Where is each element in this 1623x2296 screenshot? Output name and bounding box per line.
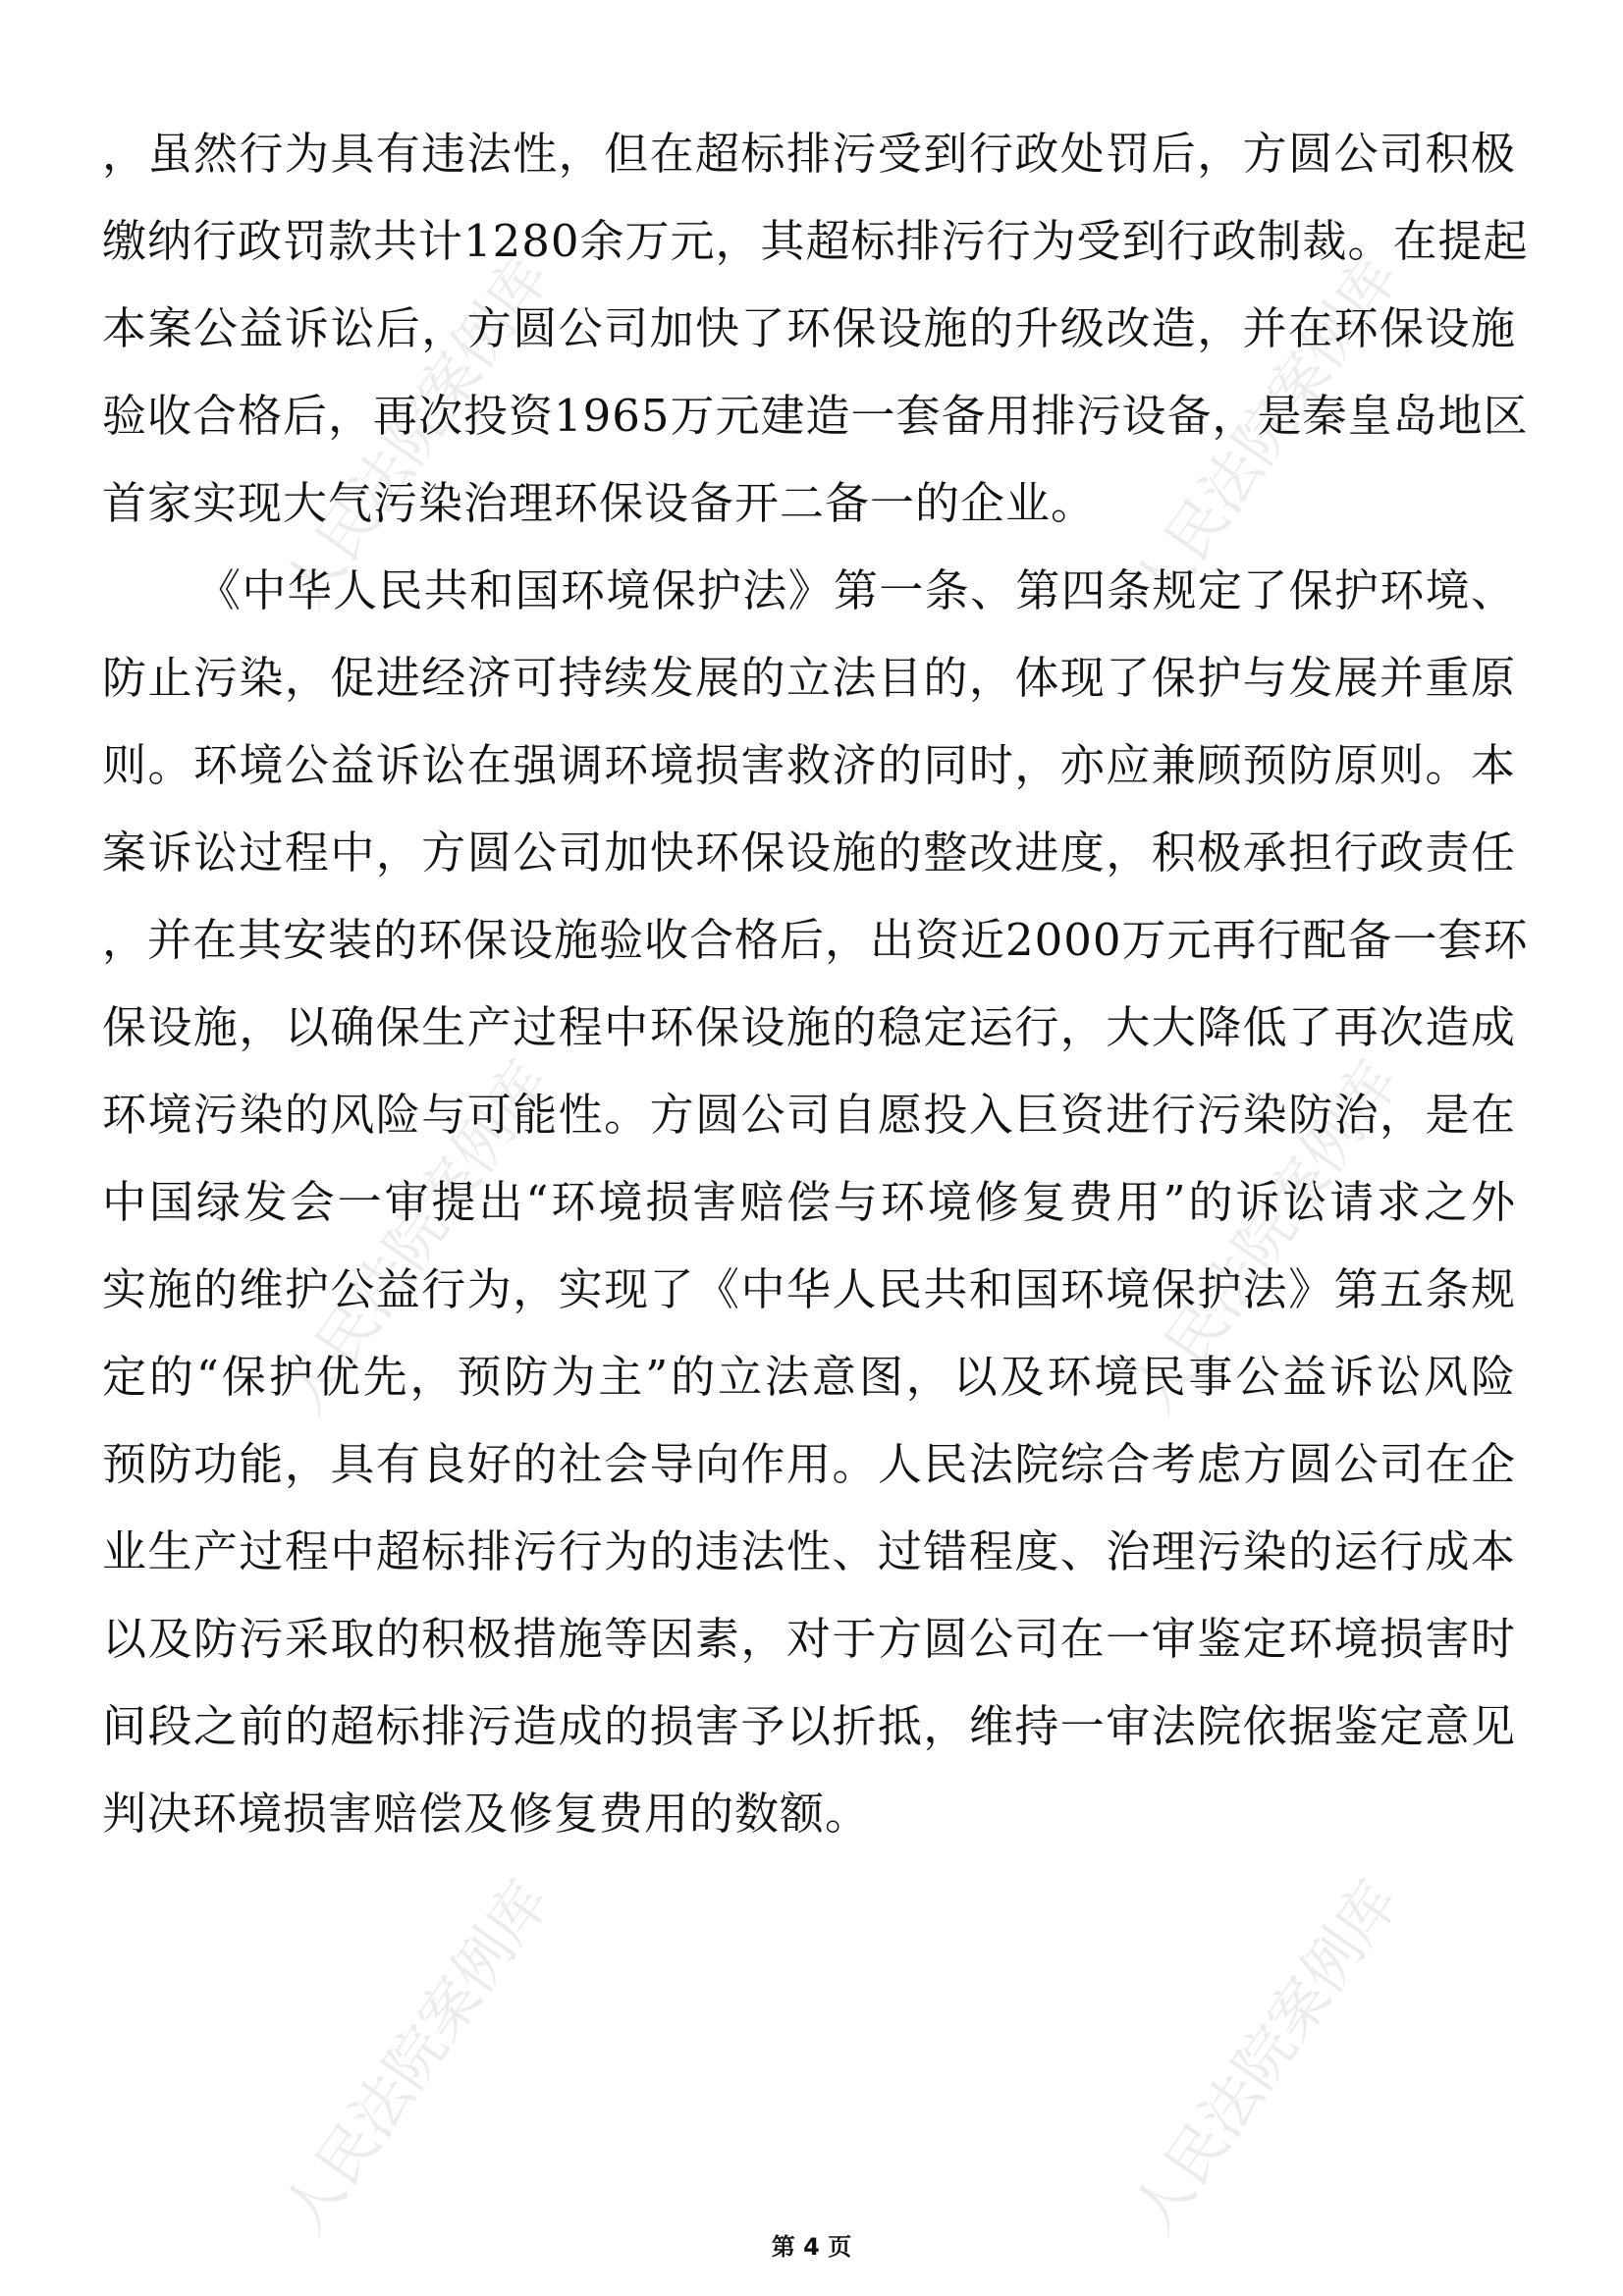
watermark: 人民法院案例库: [269, 1868, 564, 2246]
text-line: 以及防污采取的积极措施等因素，对于方圆公司在一审鉴定环境损害时: [102, 1613, 1516, 1665]
text-line: ，并在其安装的环保设施验收合格后，出资近2000万元再行配备一套环: [102, 914, 1529, 966]
page-number: 第 4 页: [771, 2233, 852, 2261]
watermark: 人民法院案例库: [269, 1048, 564, 1426]
text-line: 首家实现大气污染治理环保设备开二备一的企业。: [102, 477, 1097, 529]
watermark: 人民法院案例库: [1118, 243, 1413, 621]
text-line: ，虽然行为具有违法性，但在超标排污受到行政处罚后，方圆公司积极: [102, 128, 1516, 180]
text-line: 防止污染，促进经济可持续发展的立法目的，体现了保护与发展并重原: [102, 652, 1516, 704]
body-text: [102, 110, 1529, 1857]
text-line: 定的“保护优先，预防为主”的立法意图，以及环境民事公益诉讼风险: [102, 1351, 1516, 1403]
text-line: 实施的维护公益行为，实现了《中华人民共和国环境保护法》第五条规: [102, 1263, 1516, 1315]
text-line: 保设施，以确保生产过程中环保设施的稳定运行，大大降低了再次造成: [102, 1001, 1516, 1053]
text-line: 间段之前的超标排污造成的损害予以折抵，维持一审法院依据鉴定意见: [102, 1700, 1516, 1752]
text-line: 案诉讼过程中，方圆公司加快环保设施的整改进度，积极承担行政责任: [102, 827, 1516, 879]
paragraph-start-line: 《中华人民共和国环境保护法》第一条、第四条规定了保护环境、: [196, 564, 1516, 616]
text-line: 环境污染的风险与可能性。方圆公司自愿投入巨资进行污染防治，是在: [102, 1089, 1516, 1141]
watermark: 人民法院案例库: [1118, 1868, 1413, 2246]
text-line: 则。环境公益诉讼在强调环境损害救济的同时，亦应兼顾预防原则。本: [102, 739, 1516, 791]
watermark: 人民法院案例库: [1118, 1048, 1413, 1426]
text-line: 中国绿发会一审提出“环境损害赔偿与环境修复费用”的诉讼请求之外: [102, 1176, 1516, 1228]
text-line: 缴纳行政罚款共计1280余万元，其超标排污行为受到行政制裁。在提起: [102, 215, 1529, 267]
text-line: 预防功能，具有良好的社会导向作用。人民法院综合考虑方圆公司在企: [102, 1438, 1516, 1490]
text-line: 验收合格后，再次投资1965万元建造一套备用排污设备，是秦皇岛地区: [102, 390, 1529, 442]
text-line: 业生产过程中超标排污行为的违法性、过错程度、治理污染的运行成本: [102, 1525, 1516, 1577]
watermark: 人民法院案例库: [269, 243, 564, 621]
text-line: 判决环境损害赔偿及修复费用的数额。: [102, 1788, 871, 1840]
text-line: 本案公益诉讼后，方圆公司加快了环保设施的升级改造，并在环保设施: [102, 302, 1516, 354]
